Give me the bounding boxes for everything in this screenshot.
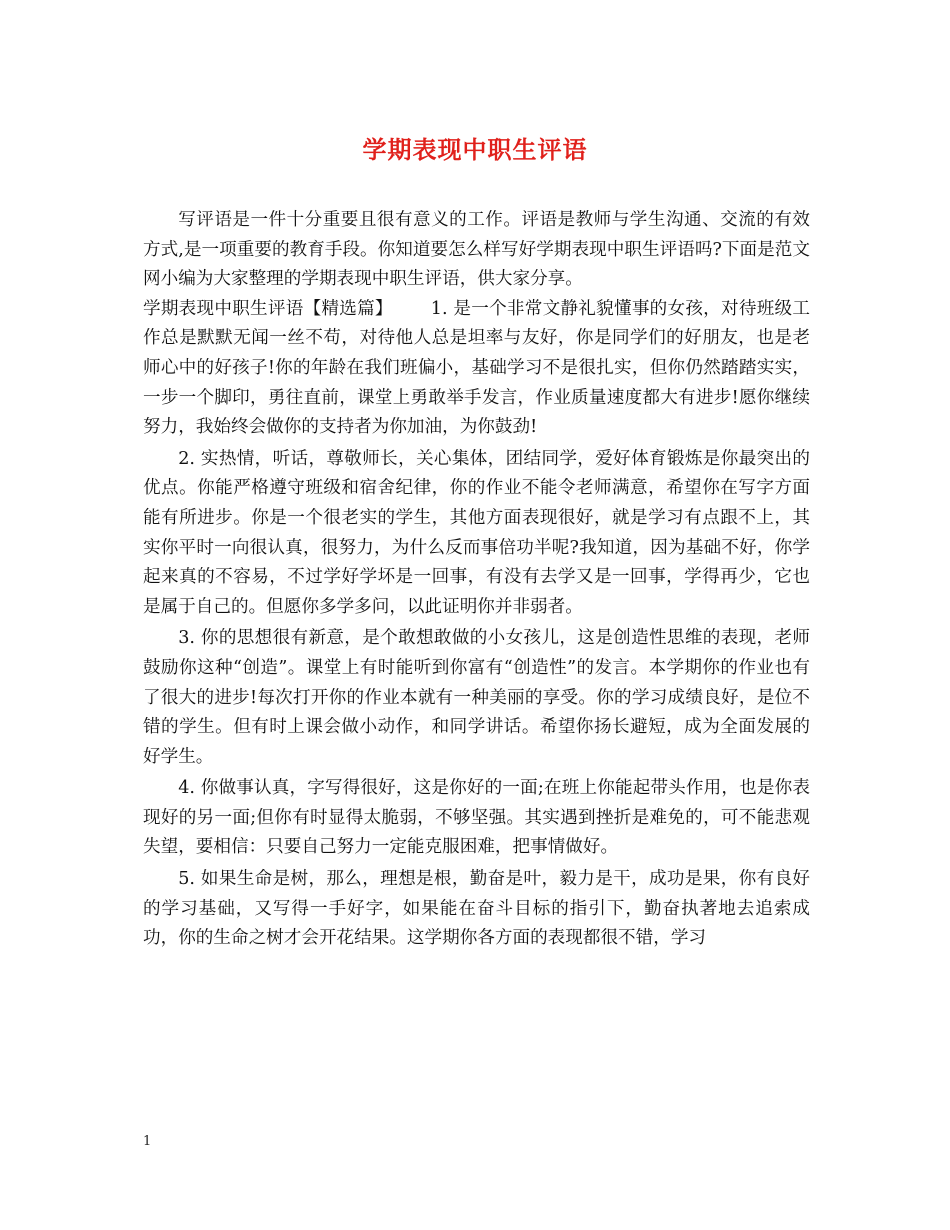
document-body: [143, 206, 810, 954]
intro-paragraph: 写评语是一件十分重要且很有意义的工作。评语是教师与学生沟通、交流的有效方式,是一项重要的教育手段。你知道要怎么样写好学期表现中职生评语吗?下面是范文网小编为大家整理的学期表现中职生评语，供大家分享。: [143, 210, 810, 290]
item-3: 3. 你的思想很有新意，是个敢想敢做的小女孩儿，这是创造性思维的表现，老师鼓励你这种“创造”。课堂上有时能听到你富有“创造性”的发言。本学期你的作业也有了很大的进步!每次打开你的作业本就有一种美丽的享受。你的学习成绩良好，是位不错的学生。但有时上课会做小动作，和同学讲话。希望你扬长避短，成为全面发展的好学生。: [143, 628, 810, 767]
item-1: 1. 是一个非常文静礼貌懂事的女孩，对待班级工作总是默默无闻一丝不苟，对待他人总是坦率与友好，你是同学们的好朋友，也是老师心中的好孩子!你的年龄在我们班偏小，基础学习不是很扎实，但你仍然踏踏实实，一步一个脚印，勇往直前，课堂上勇敢举手发言，作业质量速度都大有进步!愿你继续努力，我始终会做你的支持者为你加油，为你鼓劲!: [143, 298, 810, 438]
item-4: 4. 你做事认真，字写得很好，这是你好的一面;在班上你能起带头作用，也是你表现好的另一面;但你有时显得太脆弱，不够坚强。其实遇到挫折是难免的，可不能悲观失望，要相信：只要自己努力一定能克服困难，把事情做好。: [143, 778, 810, 858]
section-heading: 学期表现中职生评语【精选篇】: [143, 298, 393, 319]
item-5: 5. 如果生命是树，那么，理想是根，勤奋是叶，毅力是干，成功是果，你有良好的学习基础，又写得一手好字，如果能在奋斗目标的指引下，勤奋执著地去追索成功，你的生命之树才会开花结果。这学期你各方面的表现都很不错，学习: [143, 869, 810, 949]
document-title: 学期表现中职生评语: [362, 135, 588, 164]
first-item-paragraph: [143, 295, 810, 443]
item-2: 2. 实热情，听话，尊敬师长，关心集体，团结同学，爱好体育锻炼是你最突出的优点。你能严格遵守班级和宿舍纪律，你的作业不能令老师满意，希望你在写字方面能有所进步。你是一个很老实的学生，其他方面表现很好，就是学习有点跟不上，其实你平时一向很认真，很努力，为什么反而事倍功半呢?我知道，因为基础不好，你学起来真的不容易，不过学好学坏是一回事，有没有去学又是一回事，学得再少，它也是属于自己的。但愿你多学多问，以此证明你并非弱者。: [143, 448, 810, 617]
page-number: 1: [143, 1134, 152, 1149]
